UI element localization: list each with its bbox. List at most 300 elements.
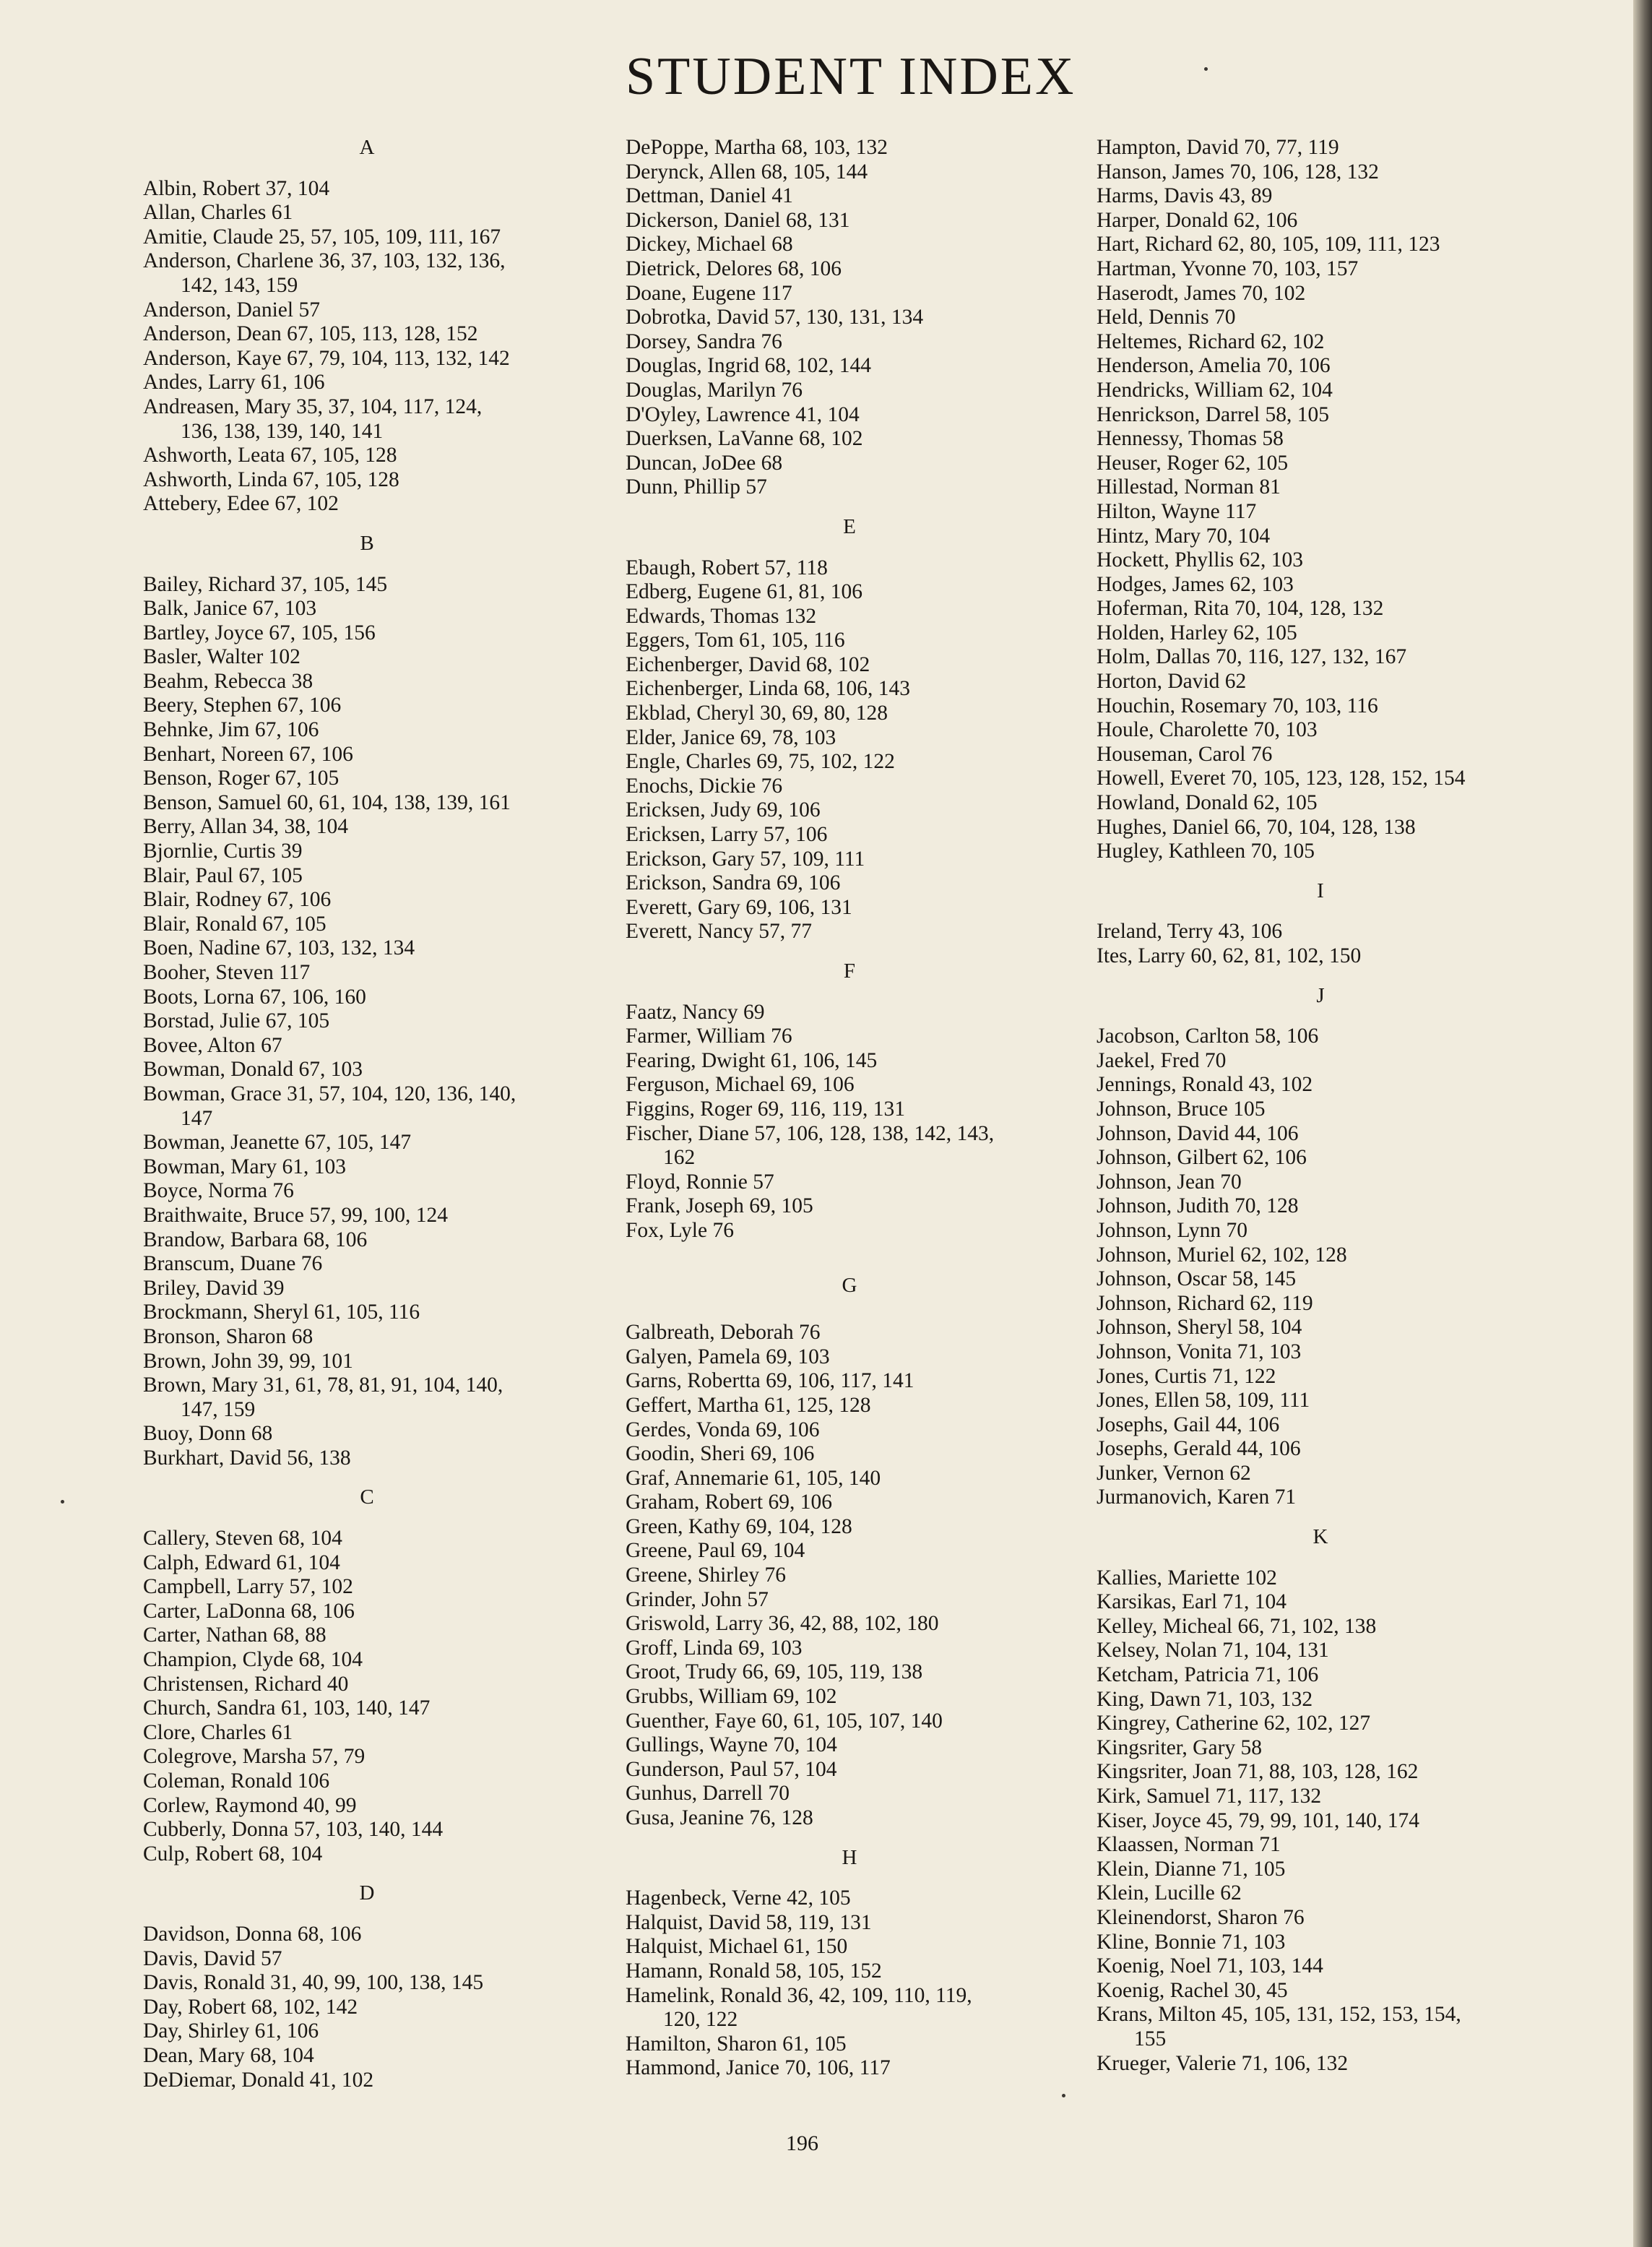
entry-name: Grinder, John (626, 1587, 743, 1611)
entry-name: Calph, Edward (143, 1551, 271, 1574)
index-entry (626, 1758, 1073, 1782)
entry-name: Hamann, Ronald (626, 1959, 770, 1983)
index-entry (626, 282, 1073, 306)
index-entry (626, 1219, 1073, 1243)
entry-pages: 31, 61, 78, 81, 91, 104, 140, (263, 1373, 503, 1397)
entry-name: Dickerson, Daniel (626, 208, 781, 232)
index-entry (626, 209, 1073, 233)
entry-name: Johnson, Judith (1097, 1194, 1229, 1218)
entry-pages-continued: 136, 138, 139, 140, 141 (181, 419, 384, 443)
entry-space (758, 823, 763, 846)
entry-pages: 71, 104 (1222, 1590, 1286, 1614)
entry-pages: 62, 105 (1253, 791, 1318, 815)
entry-space (756, 160, 761, 184)
entry-space (1239, 136, 1244, 159)
index-entry (626, 1194, 1073, 1219)
entry-name: Everett, Nancy (626, 920, 753, 944)
index-entry (143, 468, 591, 493)
entry-space (765, 1049, 770, 1072)
entry-name: Karsikas, Earl (1097, 1590, 1218, 1614)
entry-name: Kiser, Joyce (1097, 1808, 1201, 1832)
index-entry (1097, 1437, 1544, 1462)
entry-space (756, 282, 761, 305)
index-entry (626, 2056, 1073, 2081)
entry-space (246, 1422, 251, 1445)
entry-name: Callery, Steven (143, 1527, 273, 1551)
entry-name: Bronson, Sharon (143, 1324, 287, 1348)
index-entry (143, 1575, 591, 1600)
entry-pages: 70, 104 (773, 1733, 837, 1757)
entry-name: Dickey, Michael (626, 233, 766, 256)
entry-pages: 70, 102 (1241, 281, 1306, 305)
entry-pages: 68, 104 (278, 1527, 342, 1551)
entry-space (1219, 452, 1224, 475)
entry-pages: 69, 106, 131 (745, 895, 852, 919)
index-entry (626, 452, 1073, 476)
entry-space (1200, 1389, 1205, 1412)
entry-pages: 67, 79, 104, 113, 132, 142 (287, 346, 510, 370)
entry-pages: 30, 69, 80, 128 (759, 702, 888, 725)
index-entry (1097, 920, 1544, 944)
entry-pages: 66, 69, 105, 119, 138 (742, 1660, 923, 1684)
entry-pages: 66, 71, 102, 138 (1237, 1614, 1377, 1638)
entry-name: Johnson, Jean (1097, 1170, 1215, 1194)
entry-pages: 76 (272, 1179, 294, 1203)
entry-space (769, 306, 774, 329)
index-entry (626, 1733, 1073, 1758)
index-entry (1097, 257, 1544, 282)
entry-name: Boots, Lorna (143, 985, 255, 1009)
index-entry (143, 815, 591, 840)
entry-space (1229, 1194, 1234, 1217)
entry-name: Bowman, Mary (143, 1155, 277, 1178)
entry-pages: 68, 104 (250, 2043, 314, 2067)
index-entry (1097, 427, 1544, 452)
index-entry (143, 395, 591, 444)
entry-name: Guenther, Faye (626, 1709, 756, 1733)
index-entry (626, 1467, 1073, 1491)
entry-pages: 39 (263, 1276, 285, 1300)
entry-name: Dobrotka, David (626, 306, 769, 329)
entry-space (285, 444, 290, 467)
entry-name: Erickson, Sandra (626, 871, 771, 895)
entry-name: Fearing, Dwight (626, 1048, 766, 1072)
entry-pages: 68, 102, 142 (251, 1995, 358, 2019)
entry-name: Carter, LaDonna (143, 1599, 286, 1623)
index-entry (1097, 1639, 1544, 1663)
entry-name: Benson, Roger (143, 767, 270, 790)
entry-pages: 69, 104, 128 (745, 1514, 852, 1538)
entry-pages: 69, 106 (756, 798, 821, 822)
index-entry (1097, 1170, 1544, 1195)
entry-pages: 60, 62, 81, 102, 150 (1190, 944, 1362, 967)
entry-name: Krueger, Valerie (1097, 2051, 1237, 2075)
section-letter-k: K (1312, 1525, 1328, 1549)
entry-name: Dietrick, Delores (626, 256, 773, 280)
entry-name: Kelsey, Nolan (1097, 1639, 1217, 1662)
index-entry (626, 1539, 1073, 1564)
index-entry (1097, 1858, 1544, 1882)
entry-space (1201, 1688, 1206, 1711)
entry-pages: 67, 105 (262, 912, 326, 936)
entry-space (759, 556, 764, 579)
entry-space (1229, 597, 1234, 620)
index-entry (1097, 1025, 1544, 1049)
section-letter-j: J (1316, 983, 1325, 1007)
index-entry (143, 1721, 591, 1746)
entry-name: Holm, Dallas (1097, 645, 1211, 669)
entry-pages: 105 (1233, 1097, 1266, 1121)
index-entry (626, 1049, 1073, 1074)
entry-name: Kline, Bonnie (1097, 1930, 1216, 1954)
index-entry (626, 775, 1073, 799)
entry-name: D'Oyley, Lawrence (626, 402, 790, 426)
index-entry (626, 233, 1073, 257)
index-entry (1097, 1931, 1544, 1955)
entry-name: Hammond, Janice (626, 2056, 779, 2080)
entry-pages: 71, 103 (1221, 1930, 1286, 1954)
entry-pages: 44, 106 (1234, 1121, 1299, 1145)
entry-pages-continued: 147, 159 (181, 1397, 256, 1421)
entry-pages: 61, 105, 116 (313, 1301, 420, 1324)
entry-pages: 41, 102 (309, 2068, 374, 2092)
entry-pages: 57 (753, 1170, 774, 1194)
entry-pages: 71, 122 (1211, 1364, 1276, 1388)
entry-name: Church, Sandra (143, 1696, 276, 1720)
entry-pages: 62, 105 (1233, 621, 1297, 644)
index-entry (1097, 548, 1544, 573)
entry-space (1216, 1931, 1221, 1954)
entry-pages: 68, 106, 143 (803, 677, 910, 701)
index-entry (143, 1551, 591, 1576)
entry-pages: 58, 109, 111 (1204, 1389, 1310, 1413)
entry-name: Grubbs, William (626, 1685, 768, 1709)
entry-pages: 117 (279, 961, 311, 984)
index-entry (1097, 354, 1544, 379)
entry-name: Erickson, Gary (626, 847, 755, 871)
entry-pages: 76 (781, 378, 803, 402)
entry-pages: 57, 102 (289, 1575, 353, 1599)
entry-name: Amitie, Claude (143, 225, 274, 249)
entry-name: Albin, Robert (143, 176, 261, 200)
entry-pages: 67, 103 (298, 1058, 363, 1082)
index-entry (143, 1204, 591, 1228)
entry-space (260, 177, 265, 200)
entry-space (308, 1301, 313, 1324)
entry-space (1213, 233, 1218, 256)
entry-space (292, 1769, 297, 1793)
entry-space (800, 653, 805, 676)
entry-pages: 70 (1226, 1218, 1247, 1242)
entry-pages: 61, 104 (276, 1551, 340, 1574)
entry-name: Kelley, Micheal (1097, 1614, 1233, 1638)
index-entry (626, 823, 1073, 848)
index-entry (1097, 2052, 1544, 2076)
entry-pages: 67, 103, 132, 134 (265, 936, 415, 960)
entry-name: Champion, Clyde (143, 1648, 294, 1672)
index-entry (143, 1131, 591, 1155)
entry-pages: 57 (747, 1587, 769, 1611)
entry-space (293, 1058, 298, 1081)
entry-name: Andreasen, Mary (143, 394, 291, 418)
index-entry (626, 1491, 1073, 1515)
section-letter-f: F (843, 959, 856, 983)
entry-pages: 70, 103, 116 (1272, 694, 1378, 717)
entry-name: Green, Kathy (626, 1514, 740, 1538)
entry-space (794, 427, 799, 450)
entry-name: Hamilton, Sharon (626, 2032, 777, 2056)
page-edge-shadow (1633, 0, 1652, 2247)
entry-pages: 61, 103 (282, 1155, 347, 1178)
entry-name: Hoferman, Rita (1097, 597, 1229, 621)
index-entry (1097, 1663, 1544, 1688)
entry-pages: 43, 106 (1218, 920, 1283, 944)
entry-space (273, 225, 278, 249)
section-letter-i: I (1317, 879, 1324, 902)
index-entry (1097, 1292, 1544, 1316)
entry-name: Balk, Janice (143, 597, 248, 621)
entry-pages: 36, 42, 88, 102, 180 (768, 1612, 939, 1636)
entry-name: Bowman, Donald (143, 1058, 294, 1082)
entry-name: Frank, Joseph (626, 1194, 744, 1218)
entry-name: Dean, Mary (143, 2043, 245, 2067)
index-entry (1097, 330, 1544, 355)
entry-pages: 69, 103 (738, 1636, 803, 1660)
entry-pages: 71, 103, 132 (1206, 1687, 1313, 1711)
entry-name: Figgins, Roger (626, 1097, 753, 1121)
entry-space (1206, 1365, 1211, 1388)
entry-name: Kirk, Samuel (1097, 1785, 1211, 1808)
entry-name: Corlew, Raymond (143, 1793, 298, 1817)
speck-mark (1062, 2094, 1065, 2097)
entry-name: Horton, David (1097, 670, 1220, 694)
entry-pages: 71, 103, 144 (1216, 1954, 1323, 1978)
entry-pages: 70 (768, 1782, 790, 1806)
entry-name: Anderson, Daniel (143, 298, 294, 322)
entry-name: Ferguson, Michael (626, 1073, 785, 1097)
entry-pages: 68, 106 (297, 1922, 362, 1946)
entry-pages: 68, 102, 144 (764, 354, 872, 378)
entry-space (759, 1564, 764, 1587)
entry-space (253, 1842, 258, 1866)
index-entry (143, 177, 591, 202)
entry-pages: 68, 102 (805, 652, 870, 676)
entry-space (298, 1794, 303, 1817)
entry-name: Colegrove, Marsha (143, 1745, 307, 1769)
entry-pages: 67, 102 (274, 492, 339, 516)
entry-pages: 57, 118 (764, 556, 828, 579)
index-entry (1097, 1809, 1544, 1834)
entry-name: Johnson, Vonita (1097, 1340, 1232, 1363)
entry-space (1240, 1566, 1245, 1590)
index-entry (626, 677, 1073, 702)
entry-name: Josephs, Gerald (1097, 1437, 1232, 1461)
entry-name: Groot, Trudy (626, 1660, 738, 1684)
entry-pages: 58, 145 (1232, 1267, 1297, 1291)
entry-name: Garns, Robertta (626, 1369, 761, 1393)
entry-pages: 35, 37, 104, 117, 124, (296, 394, 483, 418)
index-entry (143, 1082, 591, 1131)
index-entry (143, 694, 591, 718)
entry-pages: 45, 105, 131, 152, 153, 154, (1221, 2003, 1461, 2027)
index-entry (143, 444, 591, 468)
entry-space (771, 871, 777, 894)
entry-pages: 67, 105, 156 (269, 621, 376, 644)
entry-name: Heltemes, Richard (1097, 329, 1255, 353)
entry-pages: 40, 99 (303, 1793, 357, 1817)
entry-pages: 71, 104, 131 (1222, 1639, 1329, 1662)
entry-space (794, 1321, 799, 1344)
entry-pages: 61, 106 (254, 2019, 319, 2043)
entry-pages: 57, 109, 111 (759, 847, 865, 871)
entry-pages: 57, 79 (311, 1745, 366, 1769)
entry-name: Jurmanovich, Karen (1097, 1485, 1270, 1509)
entry-name: Klein, Dianne (1097, 1857, 1216, 1881)
entry-name: Ites, Larry (1097, 944, 1185, 967)
entry-pages: 39 (280, 840, 303, 863)
entry-space (1232, 1340, 1237, 1363)
index-entry (143, 2019, 591, 2044)
index-entry (143, 1673, 591, 1697)
entry-pages: 67, 106 (289, 742, 353, 766)
entry-pages: 61 (271, 201, 293, 225)
entry-space (751, 750, 756, 773)
entry-name: Blair, Ronald (143, 912, 257, 936)
entry-name: Douglas, Marilyn (626, 378, 777, 402)
entry-pages: 60, 61, 105, 107, 140 (761, 1709, 943, 1733)
entry-space (276, 1696, 281, 1720)
entry-pages: 102 (1245, 1566, 1277, 1590)
entry-space (260, 936, 265, 959)
entry-pages: 67, 105, 113, 128, 152 (287, 322, 478, 346)
index-entry (1097, 403, 1544, 428)
entry-pages: 69, 103 (766, 1345, 830, 1368)
entry-pages: 61, 105, 140 (774, 1466, 881, 1490)
index-entry (143, 1009, 591, 1034)
entry-pages: 69, 104 (740, 1539, 805, 1563)
entry-space (756, 1709, 761, 1733)
entry-space (766, 233, 771, 256)
entry-space (1229, 1979, 1234, 2002)
index-entry (143, 298, 591, 323)
entry-space (759, 354, 764, 377)
entry-space (1258, 1712, 1263, 1735)
index-entry (143, 1527, 591, 1551)
entry-pages: 117 (761, 281, 792, 305)
entry-space (282, 347, 287, 370)
index-entry (1097, 1615, 1544, 1639)
entry-pages: 69, 106 (790, 1073, 855, 1097)
entry-name: Davis, Ronald (143, 1971, 265, 1995)
entry-space (276, 840, 281, 863)
entry-space (766, 1025, 771, 1048)
entry-space (1248, 718, 1253, 741)
section-letter-d: D (359, 1881, 375, 1905)
entry-pages: 67, 105, 128 (293, 467, 399, 491)
index-entry (1097, 379, 1544, 403)
entry-space (249, 2019, 254, 2043)
entry-pages: 44, 106 (1237, 1437, 1301, 1461)
index-entry (143, 1155, 591, 1180)
entry-pages: 62, 104 (1268, 378, 1333, 402)
entry-name: Holden, Harley (1097, 621, 1228, 644)
entry-name: Johnson, Bruce (1097, 1097, 1228, 1121)
index-entry (1097, 160, 1544, 185)
entry-pages: 62 (1224, 670, 1247, 694)
entry-name: Houseman, Carol (1097, 742, 1246, 766)
entry-name: Anderson, Kaye (143, 346, 282, 370)
entry-name: Campbell, Larry (143, 1575, 284, 1599)
index-entry (1097, 718, 1544, 743)
index-entry (626, 330, 1073, 355)
index-entry (626, 1025, 1073, 1049)
entry-pages: 67, 105 (238, 863, 303, 887)
index-entry (1097, 1760, 1544, 1785)
index-entry (143, 1179, 591, 1204)
entry-space (1209, 306, 1214, 329)
entry-name: Doane, Eugene (626, 281, 756, 305)
entry-pages: 76 (1250, 742, 1273, 766)
index-entry (1097, 1049, 1544, 1074)
index-entry (1097, 743, 1544, 767)
entry-space (1236, 2052, 1241, 2075)
index-entry (1097, 1097, 1544, 1122)
entry-space (263, 645, 268, 668)
entry-name: Beery, Stephen (143, 694, 272, 717)
entry-name: Johnson, David (1097, 1121, 1229, 1145)
entry-name: Koenig, Rachel (1097, 1978, 1229, 2002)
entry-pages: 71, 88, 103, 128, 162 (1237, 1760, 1419, 1784)
index-entry (143, 597, 591, 621)
index-entry (143, 1996, 591, 2020)
index-entry (143, 621, 591, 646)
entry-name: Floyd, Ronnie (626, 1170, 748, 1194)
entry-name: Halquist, Michael (626, 1935, 779, 1959)
index-entry (626, 1935, 1073, 1959)
entry-name: Josephs, Gail (1097, 1413, 1211, 1436)
entry-pages: 69, 78, 103 (740, 725, 836, 749)
index-entry (143, 1818, 591, 1842)
entry-name: Edberg, Eugene (626, 580, 761, 604)
index-entry (143, 1034, 591, 1058)
entry-space (1214, 184, 1219, 207)
entry-name: Klein, Lucille (1097, 1881, 1215, 1905)
entry-pages: 67, 105, 147 (304, 1131, 412, 1155)
index-entry (626, 184, 1073, 209)
entry-space (269, 767, 274, 790)
entry-name: Brown, Mary (143, 1373, 258, 1397)
entry-name: Boen, Nadine (143, 936, 261, 960)
entry-name: Duerksen, LaVanne (626, 427, 794, 451)
entry-name: Gerdes, Vonda (626, 1418, 751, 1441)
entry-name: Halquist, David (626, 1910, 761, 1934)
index-entry (626, 580, 1073, 605)
index-entry (626, 1001, 1073, 1025)
entry-space (1243, 1073, 1248, 1096)
entry-name: Harper, Donald (1097, 208, 1229, 232)
entry-name: Ketcham, Patricia (1097, 1663, 1250, 1687)
entry-pages: 70, 116, 127, 132, 167 (1215, 645, 1407, 669)
entry-name: Held, Dennis (1097, 306, 1209, 329)
entry-space (261, 888, 267, 911)
entry-pages: 56, 138 (287, 1446, 351, 1470)
entry-space (256, 1947, 261, 1970)
entry-pages: 67, 103 (252, 597, 317, 621)
entry-space (755, 702, 760, 725)
entry-name: Branscum, Duane (143, 1252, 296, 1276)
entry-name: Clore, Charles (143, 1720, 267, 1744)
entry-space (282, 322, 287, 345)
